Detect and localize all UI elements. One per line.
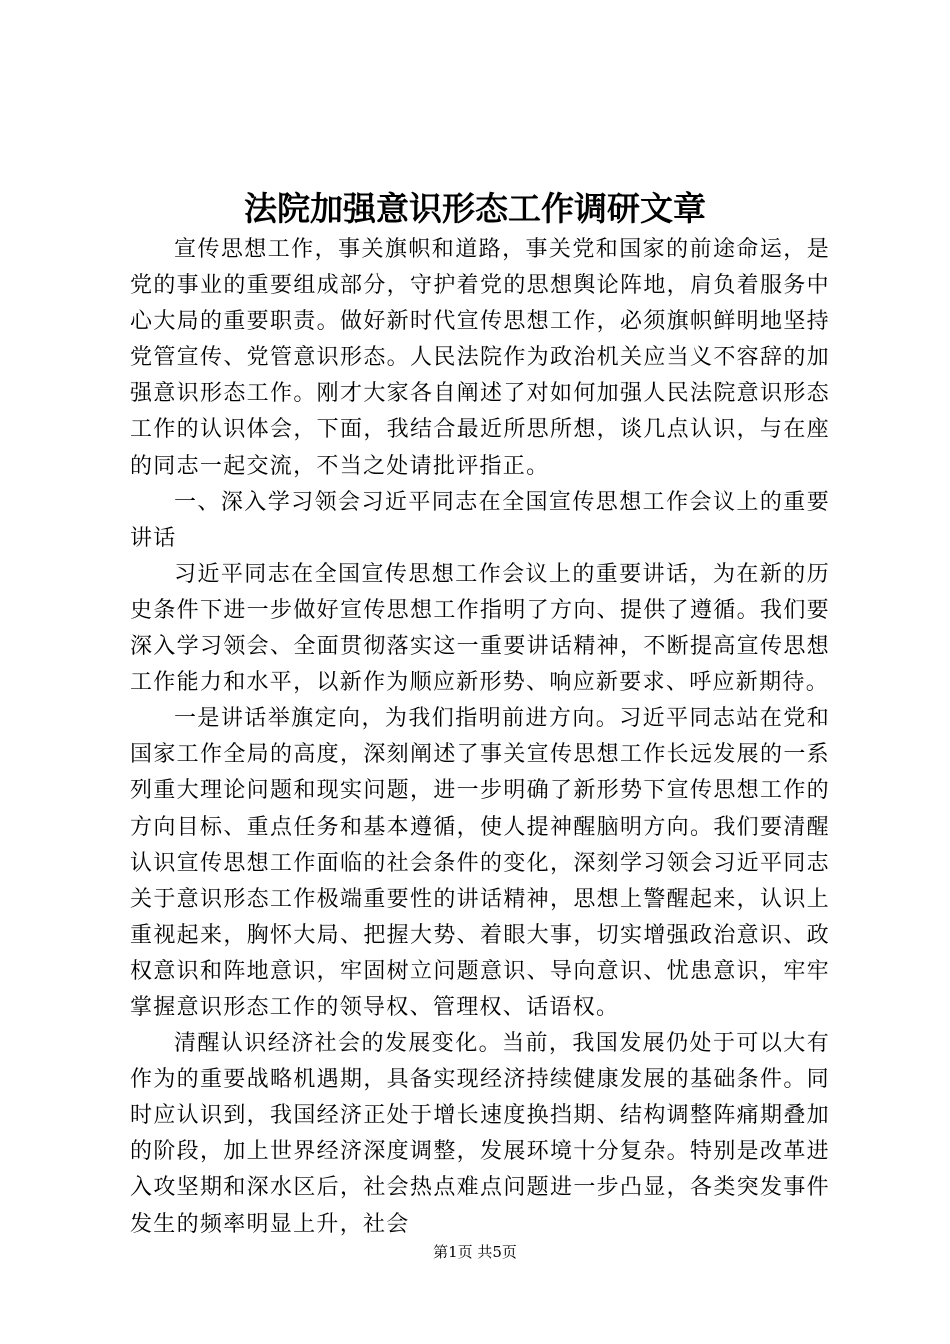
section-heading-1: 一、深入学习领会习近平同志在全国宣传思想工作会议上的重要讲话 [130, 489, 830, 551]
document-body [130, 232, 830, 1243]
paragraph-economy: 清醒认识经济社会的发展变化。当前，我国发展仍处于可以大有作为的重要战略机遇期，具备实现经济持续健康发展的基础条件。同时应认识到，我国经济正处于增长速度换挡期、结构调整阵痛期叠加的阶段，加上世界经济深度调整，发展环境十分复杂。特别是改革进入攻坚期和深水区后，社会热点难点问题进一步凸显，各类突发事件发生的频率明显上升，社会 [130, 1031, 830, 1237]
paragraph-point-1: 一是讲话举旗定向，为我们指明前进方向。习近平同志站在党和国家工作全局的高度，深刻阐述了事关宣传思想工作长远发展的一系列重大理论问题和现实问题，进一步明确了新形势下宣传思想工作的方向目标、重点任务和基本遵循，使人提神醒脑明方向。我们要清醒认识宣传思想工作面临的社会条件的变化，深刻学习领会习近平同志关于意识形态工作极端重要性的讲话精神，思想上警醒起来，认识上重视起来，胸怀大局、把握大势、着眼大事，切实增强政治意识、政权意识和阵地意识，牢固树立问题意识、导向意识、忧患意识，牢牢掌握意识形态工作的领导权、管理权、话语权。 [130, 706, 830, 1020]
paragraph-intro: 宣传思想工作，事关旗帜和道路，事关党和国家的前途命运，是党的事业的重要组成部分，守护着党的思想舆论阵地，肩负着服务中心大局的重要职责。做好新时代宣传思想工作，必须旗帜鲜明地坚持党管宣传、党管意识形态。人民法院作为政治机关应当义不容辞的加强意识形态工作。刚才大家各自阐述了对如何加强人民法院意识形态工作的认识体会，下面，我结合最近所思所想，谈几点认识，与在座的同志一起交流，不当之处请批评指正。 [130, 237, 830, 479]
document-title: 法院加强意识形态工作调研文章 [244, 189, 706, 228]
page-footer: 第1页 共5页 [433, 1243, 517, 1261]
paragraph-speech: 习近平同志在全国宣传思想工作会议上的重要讲话，为在新的历史条件下进一步做好宣传思想工作指明了方向、提供了遵循。我们要深入学习领会、全面贯彻落实这一重要讲话精神，不断提高宣传思想工作能力和水平，以新作为顺应新形势、响应新要求、呼应新期待。 [130, 561, 830, 696]
